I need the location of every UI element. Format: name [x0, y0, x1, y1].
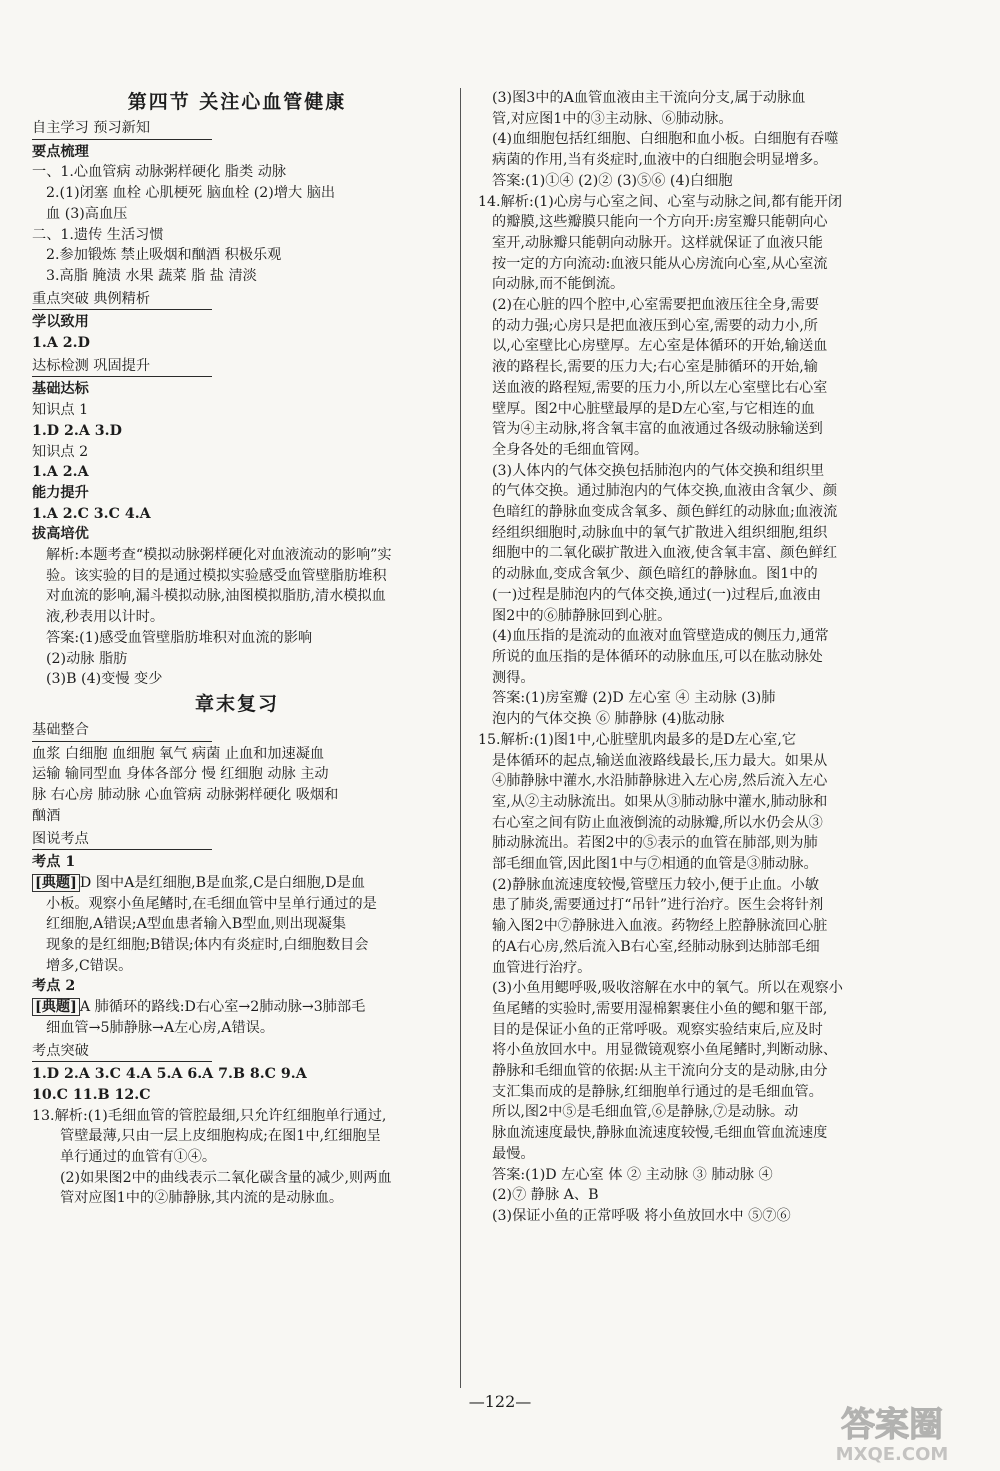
- left-column-line: 细血管→5肺静脉→A左心房,A错误。: [46, 1019, 275, 1036]
- left-column-line: 基础整合: [32, 720, 212, 742]
- right-column-line: 脉血流速度最快,静脉血流速度较慢,毛细血管血流速度: [492, 1125, 828, 1142]
- left-column: [32, 88, 442, 1209]
- right-column-line: 答案:(1)房室瓣 (2)D 左心室 ④ 主动脉 (3)肺: [492, 690, 776, 707]
- right-column-line: (2)在心脏的四个腔中,心室需要把血液压往全身,需要: [492, 297, 820, 314]
- right-column-line: (3)小鱼用鳃呼吸,吸收溶解在水中的氧气。所以在观察小: [492, 980, 843, 997]
- left-column-line: 脉 右心房 肺动脉 心血管病 动脉粥样硬化 吸烟和: [32, 787, 339, 804]
- right-column-line: 向动脉,而不能倒流。: [492, 276, 625, 293]
- left-column-line: 1.D 2.A 3.C 4.A 5.A 6.A 7.B 8.C 9.A: [32, 1066, 307, 1083]
- right-column-line: 全身各处的毛细血管网。: [492, 441, 649, 458]
- left-column-line: 第四节 关注心血管健康: [127, 91, 347, 113]
- left-column-line: 运输 输同型血 身体各部分 慢 红细胞 动脉 主动: [32, 766, 329, 783]
- column-divider: [460, 88, 461, 1388]
- left-column-line: 验。该实验的目的是通过模拟实验感受血管壁脂肪堆积: [46, 567, 387, 584]
- left-column-line: 章末复习: [194, 692, 279, 715]
- left-column-line: 一、1.心血管病 动脉粥样硬化 脂类 动脉: [32, 164, 287, 181]
- right-column-line: 鱼尾鳍的实验时,需要用湿棉絮裹住小鱼的鳃和躯干部,: [492, 1000, 828, 1017]
- right-column-line: 15.解析:(1)图1中,心脏壁肌肉最多的是D左心室,它: [478, 731, 797, 748]
- left-column-line: 液,秒表用以计时。: [46, 609, 165, 626]
- right-column-line: 输入图2中⑦静脉进入血液。药物经上腔静脉流回心脏: [492, 918, 828, 935]
- right-column-line: 答案:(1)D 左心室 体 ② 主动脉 ③ 肺动脉 ④: [492, 1166, 773, 1183]
- example-tag: [典题]: [32, 874, 80, 892]
- left-column-line: (2)动脉 脂肪: [46, 650, 128, 667]
- left-column-line: 考点突破: [32, 1041, 212, 1063]
- left-column-line: 知识点 1: [32, 402, 89, 419]
- right-column-line: ④肺静脉中灌水,水沿肺静脉进入左心房,然后流入左心: [492, 773, 828, 790]
- right-column-line: 的动力强;心房只是把血液压到心室,需要的动力小,所: [492, 317, 818, 334]
- right-column-line: 色暗红的静脉血变成含氧多、颜色鲜红的动脉血;血液流: [492, 504, 838, 521]
- right-column-line: (2)⑦ 静脉 A、B: [492, 1187, 599, 1204]
- svg-text:MXQE.COM: MXQE.COM: [835, 1444, 949, 1465]
- right-column-line: (3)图3中的A血管血液由主干流向分支,属于动脉血: [492, 90, 806, 106]
- left-column-line: 单行通过的血管有①④。: [60, 1149, 217, 1166]
- right-column-line: 最慢。: [492, 1145, 535, 1162]
- right-column-line: 所说的血压指的是体循环的动脉血压,可以在肱动脉处: [492, 648, 823, 665]
- left-column-line: 知识点 2: [32, 443, 89, 460]
- right-column-line: 支汇集而成的是静脉,红细胞单行通过的是毛细血管。: [492, 1083, 823, 1100]
- right-column-line: 答案:(1)①④ (2)② (3)⑤⑥ (4)白细胞: [492, 172, 733, 189]
- left-column-line: (2)如果图2中的曲线表示二氧化碳含量的减少,则两血: [60, 1169, 392, 1186]
- right-column-line: 所以,图2中⑤是毛细血管,⑥是静脉,⑦是动脉。动: [492, 1104, 799, 1121]
- right-column-line: 右心室之间有防止血液倒流的动脉瓣,所以水仍会从③: [492, 814, 823, 831]
- left-column-line: 学以致用: [32, 314, 89, 331]
- right-column-line: (4)血压指的是流动的血液对血管壁造成的侧压力,通常: [492, 628, 829, 645]
- left-column-line: 增多,C错误。: [46, 957, 133, 974]
- left-column-line: [典题] D 图中A是红细胞,B是血浆,C是白细胞,D是血: [32, 873, 442, 894]
- right-column-line: 按一定的方向流动:血液只能从心房流向心室,从心室流: [492, 255, 828, 272]
- right-column-line: 室开,动脉瓣只能朝向动脉开。这样就保证了血液只能: [492, 234, 823, 251]
- right-column-line: 的A右心房,然后流入B右心室,经肺动脉到达肺部毛细: [492, 938, 820, 955]
- right-column-line: 目的是保证小鱼的正常呼吸。观察实验结束后,应及时: [492, 1021, 823, 1038]
- page-number: —122—: [468, 1392, 532, 1411]
- right-column-line: (3)保证小鱼的正常呼吸 将小鱼放回水中 ⑤⑦⑥: [492, 1207, 791, 1224]
- right-column-line: 的气体交换。通过肺泡内的气体交换,血液由含氧少、颜: [492, 483, 838, 500]
- right-column: [478, 88, 890, 1227]
- right-column-line: 血管进行治疗。: [492, 959, 592, 976]
- left-column-line: 拔高培优: [32, 526, 89, 543]
- right-column-line: 的瓣膜,这些瓣膜只能向一个方向开:房室瓣只能朝向心: [492, 214, 828, 231]
- right-column-line: 测得。: [492, 669, 535, 686]
- right-column-line: 壁厚。图2中心脏壁最厚的是D左心室,与它相连的血: [492, 400, 815, 417]
- right-column-line: 是体循环的起点,输送血液路线最长,压力最大。如果从: [492, 752, 828, 769]
- left-column-line: 2.参加锻炼 禁止吸烟和酗酒 积极乐观: [46, 247, 282, 264]
- left-column-line: 自主学习 预习新知: [32, 118, 212, 140]
- left-column-line: 对血流的影响,漏斗模拟动脉,油图模拟脂肪,清水模拟血: [46, 588, 386, 605]
- left-column-line: 要点梳理: [32, 143, 89, 160]
- left-column-line: [典题] A 肺循环的路线:D右心室→2肺动脉→3肺部毛: [32, 997, 442, 1018]
- right-column-line: 肺动脉流出。若图2中的⑤表示的血管在肺部,则为肺: [492, 835, 818, 852]
- right-column-line: 以,心室壁比心房壁厚。左心室是体循环的开始,输送血: [492, 338, 828, 355]
- right-column-line: 患了肺炎,需要通过打“吊针”进行治疗。医生会将针剂: [492, 897, 824, 914]
- left-column-line: 图说考点: [32, 829, 212, 851]
- svg-text:答案圈: 答案圈: [841, 1405, 943, 1445]
- right-column-line: 的动脉血,变成含氧少、颜色暗红的静脉血。图1中的: [492, 566, 818, 583]
- left-column-line: 答案:(1)感受血管壁脂肪堆积对血流的影响: [46, 629, 313, 646]
- left-column-line: 基础达标: [32, 381, 89, 398]
- left-column-line: 红细胞,A错误;A型血患者输入B型血,则出现凝集: [46, 916, 347, 933]
- right-column-line: 送血液的路程短,需要的压力小,所以左心室壁比右心室: [492, 379, 828, 396]
- right-column-line: 细胞中的二氧化碳扩散进入血液,使含氧丰富、颜色鲜红: [492, 545, 838, 562]
- right-column-line: 室,从②主动脉流出。如果从③肺动脉中灌水,肺动脉和: [492, 793, 828, 810]
- right-column-line: (2)静脉血流速度较慢,管壁压力较小,便于止血。小敏: [492, 876, 820, 893]
- left-column-line: 1.D 2.A 3.D: [32, 422, 122, 439]
- left-column-line: 3.高脂 腌渍 水果 蔬菜 脂 盐 清淡: [46, 267, 257, 284]
- right-column-line: 14.解析:(1)心房与心室之间、心室与动脉之间,都有能开闭: [478, 193, 843, 210]
- left-column-line: 13.解析:(1)毛细血管的管腔最细,只允许红细胞单行通过,: [32, 1107, 387, 1124]
- left-column-line: 酗酒: [32, 807, 61, 824]
- right-column-line: 部毛细血管,因此图1中与⑦相通的血管是③肺动脉。: [492, 856, 818, 873]
- left-column-line: 考点 1: [32, 854, 76, 871]
- left-column-line: 1.A 2.C 3.C 4.A: [32, 505, 151, 522]
- right-column-line: 静脉和毛细血管的依据:从主干流向分支的是动脉,由分: [492, 1063, 828, 1080]
- example-tag: [典题]: [32, 998, 80, 1016]
- right-column-line: 图2中的⑥肺静脉回到心脏。: [492, 607, 672, 624]
- left-column-line: 现象的是红细胞;B错误;体内有炎症时,白细胞数目会: [46, 937, 369, 954]
- left-column-line: 达标检测 巩固提升: [32, 356, 212, 378]
- right-column-line: (4)血细胞包括红细胞、白细胞和血小板。白细胞有吞噬: [492, 131, 839, 148]
- left-column-line: 血浆 白细胞 血细胞 氧气 病菌 止血和加速凝血: [32, 745, 325, 762]
- left-column-line: (3)B (4)变慢 变少: [46, 671, 163, 688]
- left-column-line: 2.(1)闭塞 血栓 心肌梗死 脑血栓 (2)增大 脑出: [46, 185, 336, 202]
- left-column-line: 重点突破 典例精析: [32, 289, 212, 311]
- left-column-line: 管壁最薄,只由一层上皮细胞构成;在图1中,红细胞呈: [60, 1128, 381, 1145]
- right-column-line: (3)人体内的气体交换包括肺泡内的气体交换和组织里: [492, 462, 825, 479]
- left-column-line: 1.A 2.A: [32, 464, 89, 481]
- right-column-line: 经组织细胞时,动脉血中的氧气扩散进入组织细胞,组织: [492, 524, 828, 541]
- right-column-line: 病菌的作用,当有炎症时,血液中的白细胞会明显增多。: [492, 152, 828, 169]
- left-column-line: 管对应图1中的②肺静脉,其内流的是动脉血。: [60, 1190, 344, 1207]
- right-column-line: 泡内的气体交换 ⑥ 肺静脉 (4)肱动脉: [492, 711, 725, 728]
- left-column-line: 解析:本题考查“模拟动脉粥样硬化对血液流动的影响”实: [46, 547, 392, 564]
- right-column-line: (一)过程是肺泡内的气体交换,通过(一)过程后,血液由: [492, 586, 822, 603]
- left-column-line: 10.C 11.B 12.C: [32, 1086, 151, 1103]
- right-column-line: 液的路程长,需要的压力大;右心室是肺循环的开始,输: [492, 359, 818, 376]
- right-column-line: 将小鱼放回水中。用显微镜观察小鱼尾鳍时,判断动脉、: [492, 1042, 838, 1059]
- left-column-line: 能力提升: [32, 484, 89, 501]
- left-column-line: 1.A 2.D: [32, 335, 90, 352]
- right-column-line: 管,对应图1中的③主动脉、⑥肺动脉。: [492, 110, 733, 127]
- left-column-line: 小板。观察小鱼尾鳍时,在毛细血管中呈单行通过的是: [46, 895, 377, 912]
- left-column-line: 血 (3)高血压: [46, 205, 128, 222]
- right-column-line: 管为④主动脉,将含氧丰富的血液通过各级动脉输送到: [492, 421, 823, 438]
- watermark-logo: [800, 1400, 985, 1466]
- left-column-line: 考点 2: [32, 978, 76, 995]
- left-column-line: 二、1.遗传 生活习惯: [32, 226, 164, 243]
